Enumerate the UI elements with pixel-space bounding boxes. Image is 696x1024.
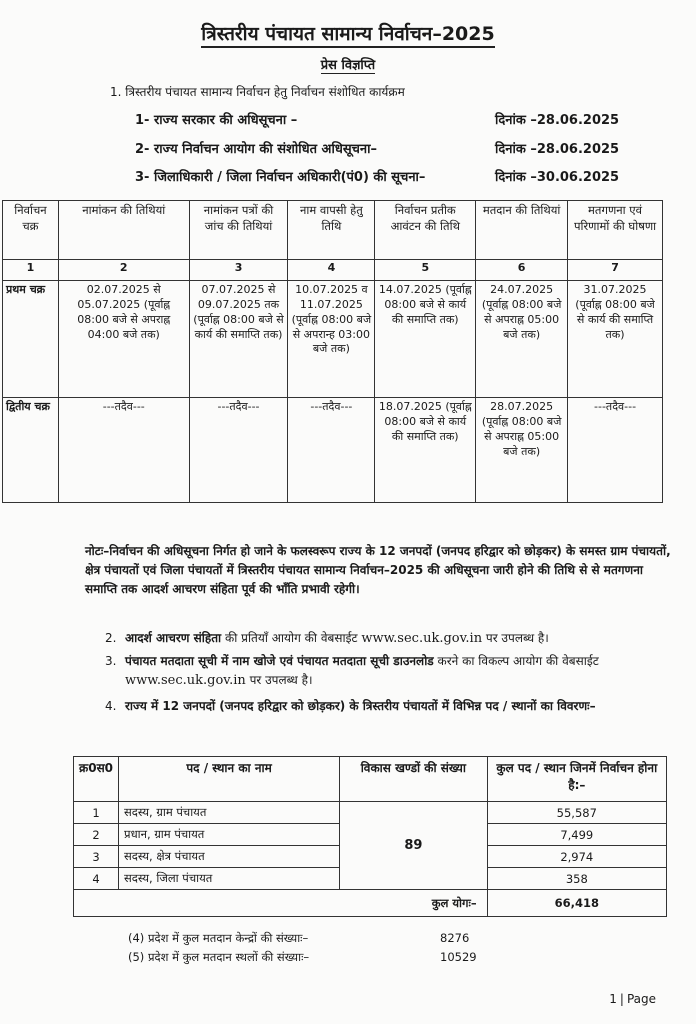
total-value: 66,418	[487, 890, 666, 917]
post-count: 358	[487, 868, 666, 890]
column-number: 5	[375, 260, 476, 281]
column-number-row	[3, 260, 663, 281]
column-header: नाम वापसी हेतु तिथि	[288, 201, 375, 260]
table-cell: 31.07.2025 (पूर्वाह्न 08:00 बजे से कार्य की समाप्ति तक)	[568, 281, 663, 398]
table-cell: 10.07.2025 व 11.07.2025 (पूर्वाह्न 08:00 बजे से अपरान्ह 03:00 बजे तक)	[288, 281, 375, 398]
schedule-intro: 1. त्रिस्तरीय पंचायत सामान्य निर्वाचन हेतु निर्वाचन संशोधित कार्यक्रम	[110, 85, 405, 99]
stat-label: (5) प्रदेश में कुल मतदान स्थलों की संख्याः–	[128, 950, 310, 964]
column-header: मतदान की तिथियां	[476, 201, 568, 260]
serial-number: 2	[74, 824, 119, 846]
item-text: पर उपलब्ध है।	[245, 673, 313, 687]
column-header: कुल पद / स्थान जिनमें निर्वाचन होना है:–	[487, 757, 666, 802]
block-count: 89	[340, 802, 487, 890]
schedule-label: 2- राज्य निर्वाचन आयोग की संशोधित अधिसूचना–	[135, 142, 377, 157]
schedule-date: दिनांक –28.06.2025	[495, 113, 620, 128]
schedule-item	[135, 139, 620, 157]
serial-number: 4	[74, 868, 119, 890]
post-count: 55,587	[487, 802, 666, 824]
list-item	[105, 629, 685, 648]
page-label: Page	[626, 992, 656, 1006]
table-cell: 18.07.2025 (पूर्वाह्न 08:00 बजे से कार्य की समाप्ति तक)	[375, 398, 476, 503]
phase-label: प्रथम चक्र	[3, 281, 59, 398]
table-row	[3, 281, 663, 398]
website-link[interactable]: www.sec.uk.gov.in	[125, 673, 246, 688]
table-cell: 28.07.2025 (पूर्वाह्न 08:00 बजे से अपराह्न 05:00 बजे तक)	[476, 398, 568, 503]
total-label: कुल योगः–	[74, 890, 488, 917]
posts-table	[73, 756, 667, 917]
column-number: 4	[288, 260, 375, 281]
column-header: नामांकन की तिथियां	[58, 201, 189, 260]
table-cell: 24.07.2025 (पूर्वाह्न 08:00 बजे से अपराह्न 05:00 बजे तक)	[476, 281, 568, 398]
column-number: 1	[3, 260, 59, 281]
column-number: 7	[568, 260, 663, 281]
item-text: राज्य में 12 जनपदों (जनपद हरिद्वार को छोड़कर) के त्रिस्तरीय पंचायतों में विभिन्न पद / स्थानों का विवरणः–	[125, 699, 596, 713]
note-paragraph: नोटः–निर्वाचन की अधिसूचना निर्गत हो जाने के फलस्वरूप राज्य के 12 जनपदों (जनपद हरिद्वार को छोड़कर) के समस्त ग्राम पंचायतों, क्षेत्र पंचायतों एवं जिला पंचायतों में त्रिस्तरीय पंचायत सामान्य निर्वाचन–2025 की अधिसूचना जारी होने की तिथि से से मतगणना समाप्ति तक आदर्श आचरण संहिता पूर्व की भाँति प्रभावी रहेगी।	[85, 544, 671, 596]
post-count: 7,499	[487, 824, 666, 846]
website-link[interactable]: www.sec.uk.gov.in	[361, 631, 483, 646]
stat-value: 10529	[440, 950, 477, 964]
column-number: 3	[189, 260, 288, 281]
item-emphasis: पंचायत मतदाता सूची में नाम खोजे एवं पंचायत मतदाता सूची डाउनलोड	[125, 654, 434, 668]
schedule-label: 3- जिलाधिकारी / जिला निर्वाचन अधिकारी(पं0) की सूचना–	[135, 170, 426, 185]
page-number: 1	[609, 992, 617, 1006]
item-text: पर उपलब्ध है।	[482, 631, 549, 645]
press-release-heading: प्रेस विज्ञप्ति	[320, 58, 376, 73]
schedule-label: 1- राज्य सरकार की अधिसूचना –	[135, 113, 298, 128]
item-emphasis: आदर्श आचरण संहिता	[125, 631, 222, 645]
schedule-item	[135, 167, 620, 185]
column-header: पद / स्थान का नाम	[119, 757, 340, 802]
schedule-date: दिनांक –28.06.2025	[495, 142, 620, 157]
column-number: 6	[476, 260, 568, 281]
list-item	[105, 697, 685, 716]
table-cell: 02.07.2025 से 05.07.2025 (पूर्वाह्न 08:00 बजे से अपराह्न 04:00 बजे तक)	[58, 281, 189, 398]
schedule-item	[135, 110, 620, 128]
table-cell: ---तदैव---	[58, 398, 189, 503]
item-number: 3.	[105, 654, 117, 668]
schedule-date: दिनांक –30.06.2025	[495, 170, 620, 185]
serial-number: 3	[74, 846, 119, 868]
table-header-row	[74, 757, 667, 802]
phase-label: द्वितीय चक्र	[3, 398, 59, 503]
phase-schedule-table	[2, 200, 663, 503]
column-number: 2	[58, 260, 189, 281]
post-name: प्रधान, ग्राम पंचायत	[119, 824, 340, 846]
table-cell: 07.07.2025 से 09.07.2025 तक (पूर्वाह्न 08:00 बजे से कार्य की समाप्ति तक)	[189, 281, 288, 398]
stat-label: (4) प्रदेश में कुल मतदान केन्द्रों की संख्याः–	[128, 931, 309, 945]
column-header: नामांकन पत्रों की जांच की तिथियां	[189, 201, 288, 260]
table-cell: ---तदैव---	[568, 398, 663, 503]
table-cell: 14.07.2025 (पूर्वाह्न 08:00 बजे से कार्य की समाप्ति तक)	[375, 281, 476, 398]
column-header: निर्वाचन चक्र	[3, 201, 59, 260]
table-row	[3, 398, 663, 503]
column-header: विकास खण्डों की संख्या	[340, 757, 487, 802]
post-name: सदस्य, क्षेत्र पंचायत	[119, 846, 340, 868]
column-header: निर्वाचन प्रतीक आवंटन की तिथि	[375, 201, 476, 260]
total-row	[74, 890, 667, 917]
item-text: करने का विकल्प आयोग की वेबसाईट	[433, 654, 599, 668]
table-cell: ---तदैव---	[189, 398, 288, 503]
serial-number: 1	[74, 802, 119, 824]
post-name: सदस्य, ग्राम पंचायत	[119, 802, 340, 824]
list-item	[105, 652, 685, 690]
table-header-row	[3, 201, 663, 260]
table-cell: ---तदैव---	[288, 398, 375, 503]
post-name: सदस्य, जिला पंचायत	[119, 868, 340, 890]
page-footer: 1 | Page	[609, 992, 656, 1006]
item-number: 4.	[105, 699, 117, 713]
column-header: क्र0स0	[74, 757, 119, 802]
post-count: 2,974	[487, 846, 666, 868]
item-number: 2.	[105, 631, 117, 645]
item-text: की प्रतियाँ आयोग की वेबसाईट	[221, 631, 362, 645]
table-row	[74, 802, 667, 824]
column-header: मतगणना एवं परिणामों की घोषणा	[568, 201, 663, 260]
stat-value: 8276	[440, 931, 470, 945]
page-title: त्रिस्तरीय पंचायत सामान्य निर्वाचन–2025	[0, 20, 696, 46]
